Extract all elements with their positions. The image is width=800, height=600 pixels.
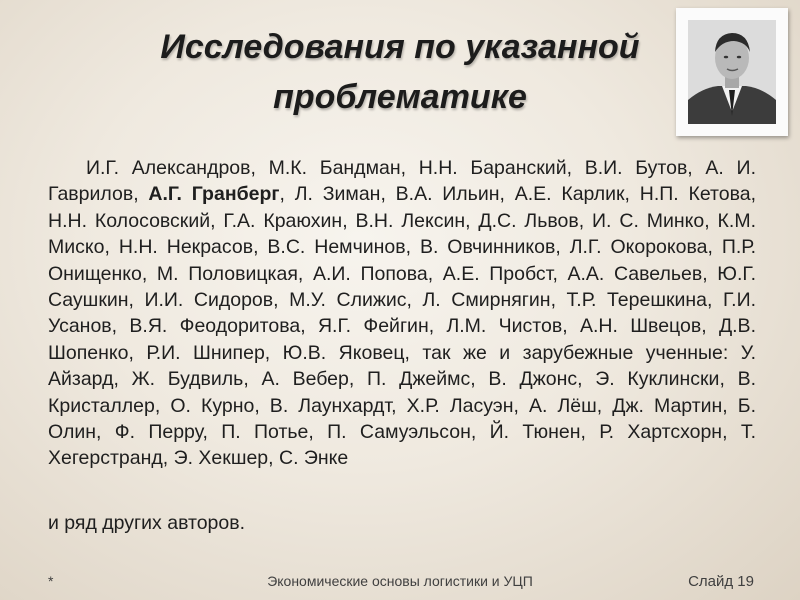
slide-number: Слайд 19 [688, 573, 754, 590]
portrait-image [688, 20, 776, 124]
portrait-photo [676, 8, 788, 136]
closing-line: и ряд других авторов. [48, 512, 246, 534]
slide-title-line2: проблематике [273, 78, 527, 116]
authors-highlighted-name: А.Г. Гранберг [148, 183, 280, 206]
authors-text-part2: , Л. Зиман, В.А. Ильин, А.Е. Карлик, Н.П. Кетова, Н.Н. Колосовский, Г.А. Краюхин, В.Н. Лексин, Д.С. Львов, И. С. Минко, К.М. Миско, Н.Н. Некрасов, В.С. Немчинов, В. Овчинников, Л.Г. Окорокова, П.Р. Онищенко, М. Половицкая, А.И. Попова, А.Е. Пробст, А.А. Савельев, Ю.Г. Саушкин, И.И. Сидоров, М.У. Слижис, Л. Смирнягин, Т.Р. Терешкина, Г.И. Усанов, В.Я. Феодоритова, Я.Г. Фейгин, Л.М. Чистов, А.Н. Швецов, Д.В. Шопенко, Р.И. Шнипер, Ю.В. Яковец, так же и зарубежные ученные: У. Айзард, Ж. Будвиль, А. Вебер, П. Джеймс, В. Джонс, Э. Куклински, В. Кристаллер, О. Курно, В. Лаунхардт, Х.Р. Ласуэн, А. Лёш, Дж. Мартин, Б. Олин, Ф. Перру, П. Потье, П. Самуэльсон, Й. Тюнен, Р. Хартсхорн, Т. Хегерстранд, Э. Хекшер, С. Энке [48, 183, 756, 470]
slide-title-line1: Исследования по указанной [160, 28, 640, 66]
authors-text-part1: И.Г. Александров, М.К. Бандман, Н.Н. Баранский, В.И. Бутов, А. И. Гаврилов, [48, 157, 756, 206]
footer-course-title: Экономические основы логистики и УЦП [267, 573, 533, 589]
authors-paragraph [48, 155, 756, 472]
footer-date-placeholder: * [48, 573, 54, 589]
slide-title [130, 22, 670, 122]
